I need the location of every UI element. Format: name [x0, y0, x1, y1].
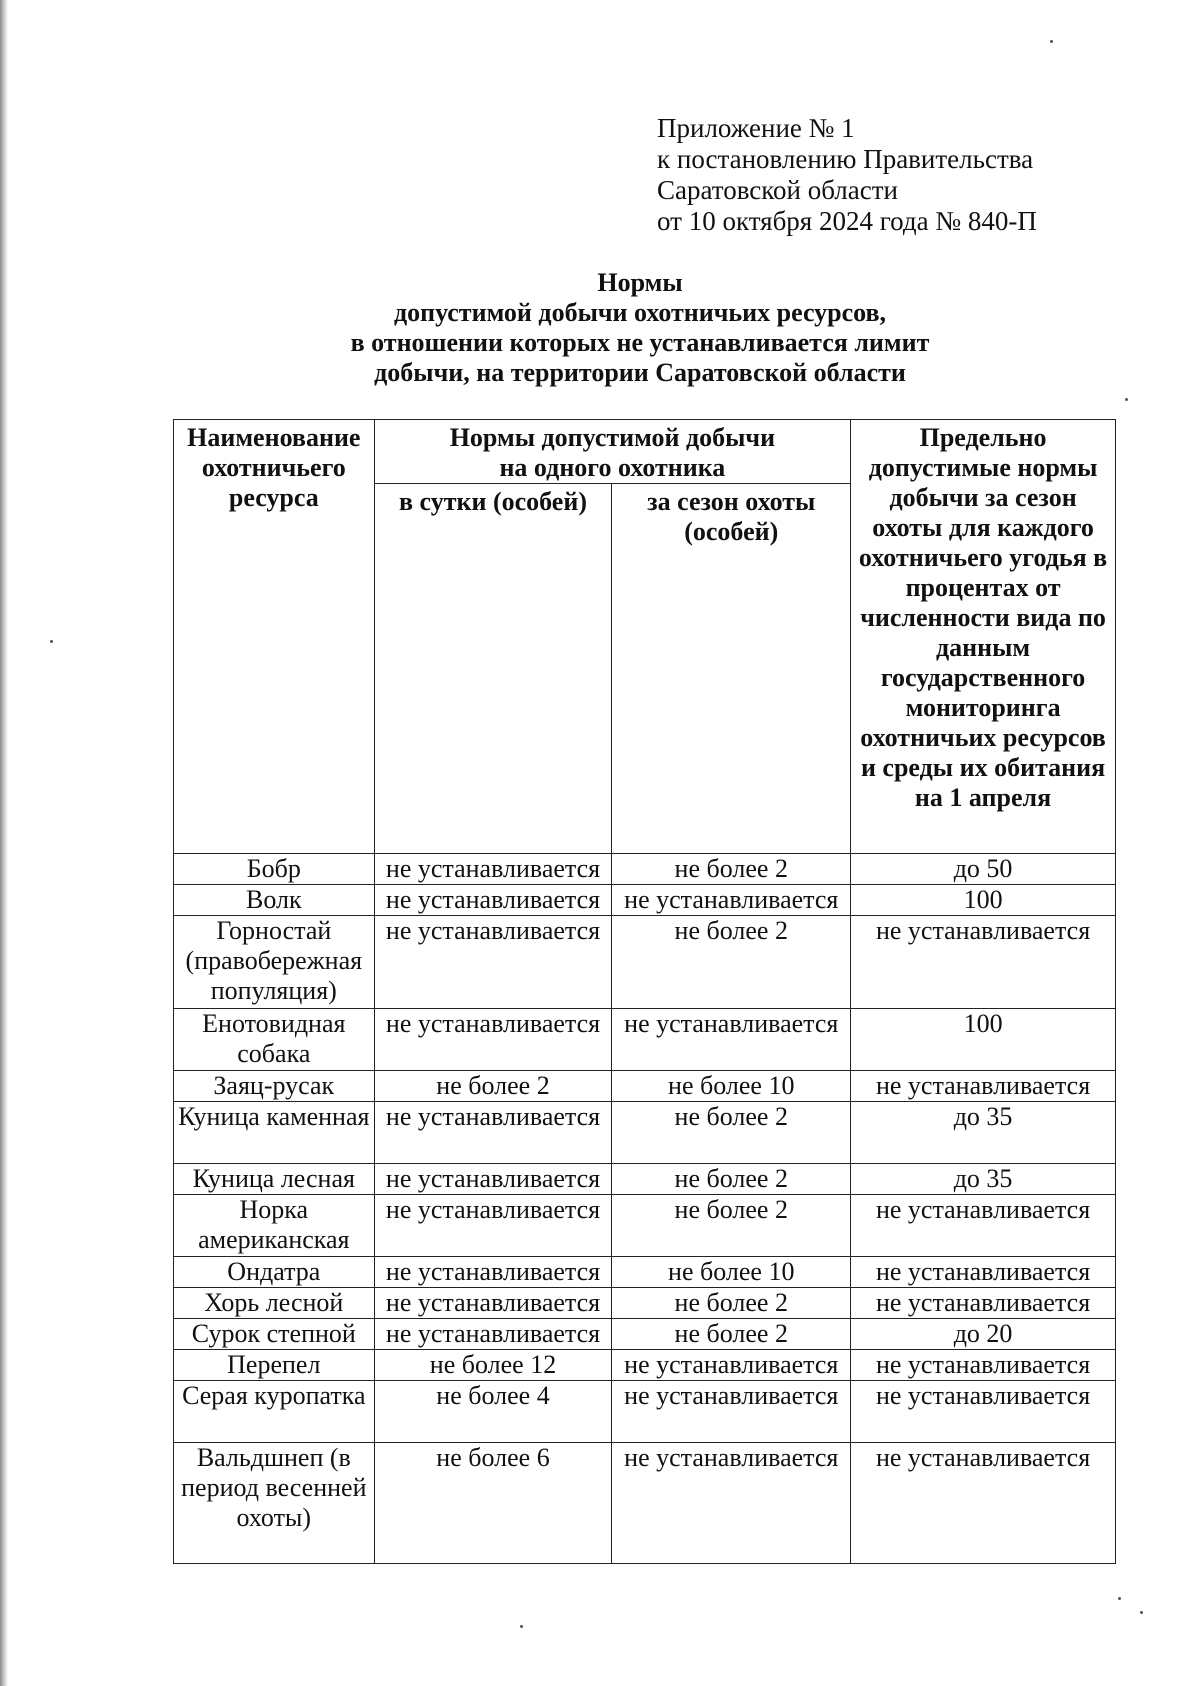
table-row — [174, 1195, 1116, 1257]
cell-per-season: не более 2 — [612, 1195, 851, 1257]
cell-resource-name: Заяц-русак — [174, 1071, 375, 1102]
cell-per-season: не более 2 — [612, 1319, 851, 1350]
title-line: в отношении которых не устанавливается лимит — [350, 328, 930, 357]
cell-per-day: не более 4 — [374, 1381, 612, 1443]
table-row — [174, 1071, 1116, 1102]
cell-limit: не устанавливается — [851, 1257, 1116, 1288]
cell-per-day: не устанавливается — [374, 1009, 612, 1071]
cell-resource-name: Волк — [174, 885, 375, 916]
cell-per-day: не устанавливается — [374, 1319, 612, 1350]
cell-per-day: не устанавливается — [374, 1102, 612, 1164]
cell-per-season: не более 2 — [612, 1288, 851, 1319]
cell-per-day: не устанавливается — [374, 916, 612, 1009]
cell-per-day: не более 2 — [374, 1071, 612, 1102]
cell-per-day: не более 12 — [374, 1350, 612, 1381]
cell-resource-name: Хорь лесной — [174, 1288, 375, 1319]
title-line: Нормы — [597, 268, 683, 297]
table-row — [174, 1288, 1116, 1319]
cell-per-day: не устанавливается — [374, 1257, 612, 1288]
cell-resource-name: Куница каменная — [174, 1102, 375, 1164]
cell-per-season: не более 10 — [612, 1257, 851, 1288]
title-line: добычи, на территории Саратовской области — [374, 358, 906, 387]
header-per-season: за сезон охоты (особей) — [612, 484, 851, 854]
norms-table-body — [174, 854, 1116, 1564]
cell-resource-name: Бобр — [174, 854, 375, 885]
cell-per-season: не более 2 — [612, 916, 851, 1009]
norms-table — [173, 419, 1116, 1564]
table-row — [174, 1381, 1116, 1443]
cell-limit: не устанавливается — [851, 1195, 1116, 1257]
cell-per-day: не устанавливается — [374, 1164, 612, 1195]
appendix-line: Приложение № 1 — [657, 113, 855, 143]
table-row — [174, 1164, 1116, 1195]
cell-limit: до 35 — [851, 1102, 1116, 1164]
table-row — [174, 1319, 1116, 1350]
cell-per-season: не устанавливается — [612, 885, 851, 916]
table-row — [174, 885, 1116, 916]
cell-per-season: не более 2 — [612, 1164, 851, 1195]
cell-limit: не устанавливается — [851, 916, 1116, 1009]
norms-table-header — [174, 420, 1116, 854]
cell-per-season: не устанавливается — [612, 1009, 851, 1071]
header-norms-per-hunter: Нормы допустимой добычи на одного охотника — [374, 420, 851, 484]
cell-resource-name: Сурок степной — [174, 1319, 375, 1350]
cell-limit: 100 — [851, 1009, 1116, 1071]
cell-resource-name: Серая куропатка — [174, 1381, 375, 1443]
cell-per-day: не более 6 — [374, 1443, 612, 1564]
table-row — [174, 854, 1116, 885]
cell-resource-name: Норка американская — [174, 1195, 375, 1257]
cell-per-season: не устанавливается — [612, 1443, 851, 1564]
appendix-reference — [657, 113, 1037, 237]
appendix-line: к постановлению Правительства — [657, 144, 1034, 174]
cell-limit: не устанавливается — [851, 1071, 1116, 1102]
cell-per-season: не более 10 — [612, 1071, 851, 1102]
document-title — [0, 268, 1200, 388]
cell-limit: не устанавливается — [851, 1443, 1116, 1564]
table-row — [174, 916, 1116, 1009]
cell-per-day: не устанавливается — [374, 1288, 612, 1319]
cell-limit: 100 — [851, 885, 1116, 916]
header-resource-name: Наименование охотничьего ресурса — [174, 420, 375, 854]
cell-limit: до 35 — [851, 1164, 1116, 1195]
cell-limit: до 20 — [851, 1319, 1116, 1350]
cell-resource-name: Ондатра — [174, 1257, 375, 1288]
cell-limit: не устанавливается — [851, 1381, 1116, 1443]
cell-per-season: не более 2 — [612, 854, 851, 885]
table-row — [174, 1443, 1116, 1564]
header-per-day: в сутки (особей) — [374, 484, 612, 854]
cell-resource-name: Куница лесная — [174, 1164, 375, 1195]
cell-limit: до 50 — [851, 854, 1116, 885]
cell-limit: не устанавливается — [851, 1350, 1116, 1381]
cell-per-day: не устанавливается — [374, 854, 612, 885]
cell-per-season: не устанавливается — [612, 1381, 851, 1443]
cell-resource-name: Перепел — [174, 1350, 375, 1381]
table-row — [174, 1257, 1116, 1288]
cell-limit: не устанавливается — [851, 1288, 1116, 1319]
header-limit-percent: Предельно допустимые нормы добычи за сезон охоты для каждого охотничьего угодья в процентах от численности вида по данным государственного мониторинга охотничьих ресурсов и среды их обитания на 1 апреля — [851, 420, 1116, 854]
appendix-line: от 10 октября 2024 года № 840-П — [657, 206, 1037, 236]
cell-per-season: не устанавливается — [612, 1350, 851, 1381]
cell-resource-name: Енотовидная собака — [174, 1009, 375, 1071]
table-row — [174, 1009, 1116, 1071]
cell-resource-name: Вальдшнеп (в период весенней охоты) — [174, 1443, 375, 1564]
appendix-line: Саратовской области — [657, 175, 898, 205]
scan-shadow-edge — [0, 0, 8, 1686]
cell-per-day: не устанавливается — [374, 885, 612, 916]
title-line: допустимой добычи охотничьих ресурсов, — [393, 298, 887, 327]
cell-per-season: не более 2 — [612, 1102, 851, 1164]
cell-per-day: не устанавливается — [374, 1195, 612, 1257]
cell-resource-name: Горностай (правобережная популяция) — [174, 916, 375, 1009]
table-row — [174, 1102, 1116, 1164]
table-row — [174, 1350, 1116, 1381]
